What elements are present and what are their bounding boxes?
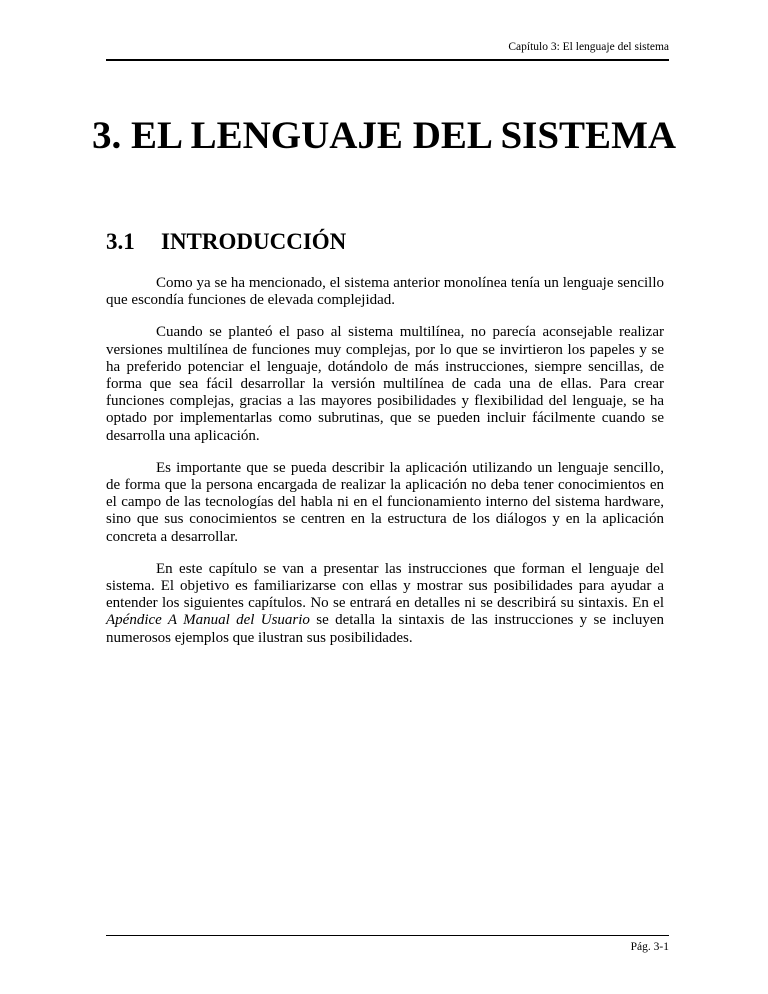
running-header: Capítulo 3: El lenguaje del sistema xyxy=(508,41,669,53)
paragraph-1: Como ya se ha mencionado, el sistema anterior monolínea tenía un lenguaje sencillo que escondía funciones de elevada complejidad. xyxy=(106,275,664,309)
chapter-title: 3. EL LENGUAJE DEL SISTEMA xyxy=(91,114,677,157)
appendix-reference: Apéndice A Manual del Usuario xyxy=(106,612,310,629)
paragraph-4-text-end: se detalla la sintaxis de las instrucciones y se incluyen numerosos ejemplos que ilustran sus posibilidades. xyxy=(106,612,664,646)
header-rule xyxy=(106,59,669,61)
section-number: 3.1 xyxy=(106,229,135,254)
paragraph-4-text: En este capítulo se van a presentar las instrucciones que forman el lenguaje del sistema. El objetivo es familiarizarse con ellas y mostrar sus posibilidades para ayudar a entender los siguientes capítulos. No se entrará en detalles ni se describirá su sintaxis. En el xyxy=(106,560,664,612)
paragraph-4 xyxy=(106,561,664,647)
page-number: Pág. 3-1 xyxy=(630,941,669,953)
paragraph-2: Cuando se planteó el paso al sistema multilínea, no parecía aconsejable realizar versiones multilínea de funciones muy complejas, por lo que se invirtieron los papeles y se ha preferido potenciar el lenguaje, dotándolo de más instrucciones, siempre sencillas, de forma que sea fácil desarrollar la versión multilínea de cada una de ellas. Para crear funciones complejas, gracias a las mayores posibilidades y flexibilidad del lenguaje, se ha optado por implementarlas como subrutinas, que se pueden incluir fácilmente cuando se desarrolla una aplicación. xyxy=(106,324,664,444)
section-title: INTRODUCCIÓN xyxy=(161,229,347,254)
body-text xyxy=(106,275,664,662)
section-heading xyxy=(106,228,346,256)
footer-rule xyxy=(106,935,669,936)
paragraph-3: Es importante que se pueda describir la aplicación utilizando un lenguaje sencillo, de forma que la persona encargada de realizar la aplicación no deba tener conocimientos en el campo de las tecnologías del habla ni en el funcionamiento interno del sistema hardware, sino que sus conocimientos se centren en la estructura de los diálogos y en la aplicación concreta a desarrollar. xyxy=(106,459,664,545)
